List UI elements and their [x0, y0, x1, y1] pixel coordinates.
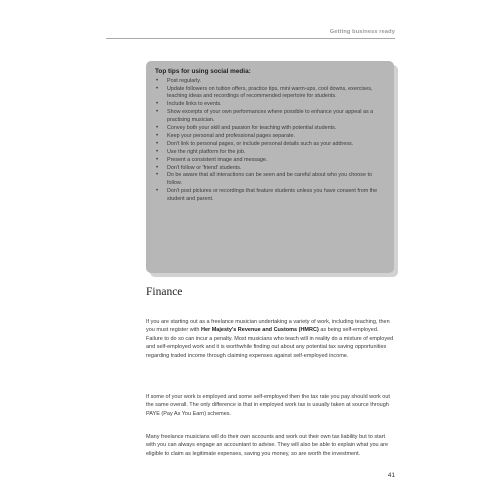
- finance-p1-text-a: If you are starting out as a freelance musician undertaking a variety of work, including teaching, then you must register with: [146, 319, 390, 334]
- finance-heading: Finance: [146, 286, 183, 298]
- tip-item: • Convey both your skill and passion for teaching with potential students.: [155, 125, 386, 133]
- tips-heading: Top tips for using social media:: [155, 68, 251, 75]
- tips-list: [155, 78, 386, 205]
- tip-item: • Present a consistent image and message.: [155, 157, 386, 165]
- social-media-tips-box: [146, 61, 394, 273]
- running-header: Getting business ready: [329, 29, 395, 35]
- tip-item: • Use the right platform for the job.: [155, 149, 386, 157]
- header-rule: [106, 38, 395, 39]
- page-number: 41: [387, 472, 395, 479]
- finance-p1-text-b: as being self-employed. Failure to do so can incur a penalty. Most musicians who teach will in reality do a mixture of employed and self-employed work and it is worthwhile finding out about any potential tax saving opportunities regarding traded income through claiming expenses against self-employed income.: [146, 327, 394, 359]
- finance-paragraph-2: If some of your work is employed and some self-employed then the tax rate you pay should work out the same overall. The only difference is that in employed work tax is usually taken at source through PAYE (Pay As You Earn) schemes.: [146, 394, 390, 417]
- tip-item: • Don't post pictures or recordings that feature students unless you have consent from the student and parent.: [155, 188, 386, 204]
- tip-item: • Post regularly.: [155, 78, 386, 86]
- tip-item: • Don't link to personal pages, or include personal details such as your address.: [155, 141, 386, 149]
- finance-paragraph-3: Many freelance musicians will do their own accounts and work out their own tax liability but to start with you can always engage an accountant to advise. They will also be able to explain what you are eligible to claim as legitimate expenses, saving you money, so are worth the investment.: [146, 434, 389, 457]
- tip-item: • Don't follow or 'friend' students.: [155, 165, 386, 173]
- finance-paragraph-1: [146, 318, 396, 360]
- tip-item: • Show excerpts of your own performances where possible to enhance your appeal as a practising musician.: [155, 109, 386, 125]
- tip-item: • Include links to events.: [155, 101, 386, 109]
- tip-item: • Do be aware that all interactions can be seen and be careful about who you choose to follow.: [155, 172, 386, 188]
- tip-item: • Update followers on tuition offers, practice tips, mini warm-ups, cool downs, exercises, teaching ideas and recordings of recommended repertoire for students.: [155, 86, 386, 102]
- hmrc-bold-text: Her Majesty's Revenue and Customs (HMRC): [201, 327, 319, 334]
- tip-item: • Keep your personal and professional pages separate.: [155, 133, 386, 141]
